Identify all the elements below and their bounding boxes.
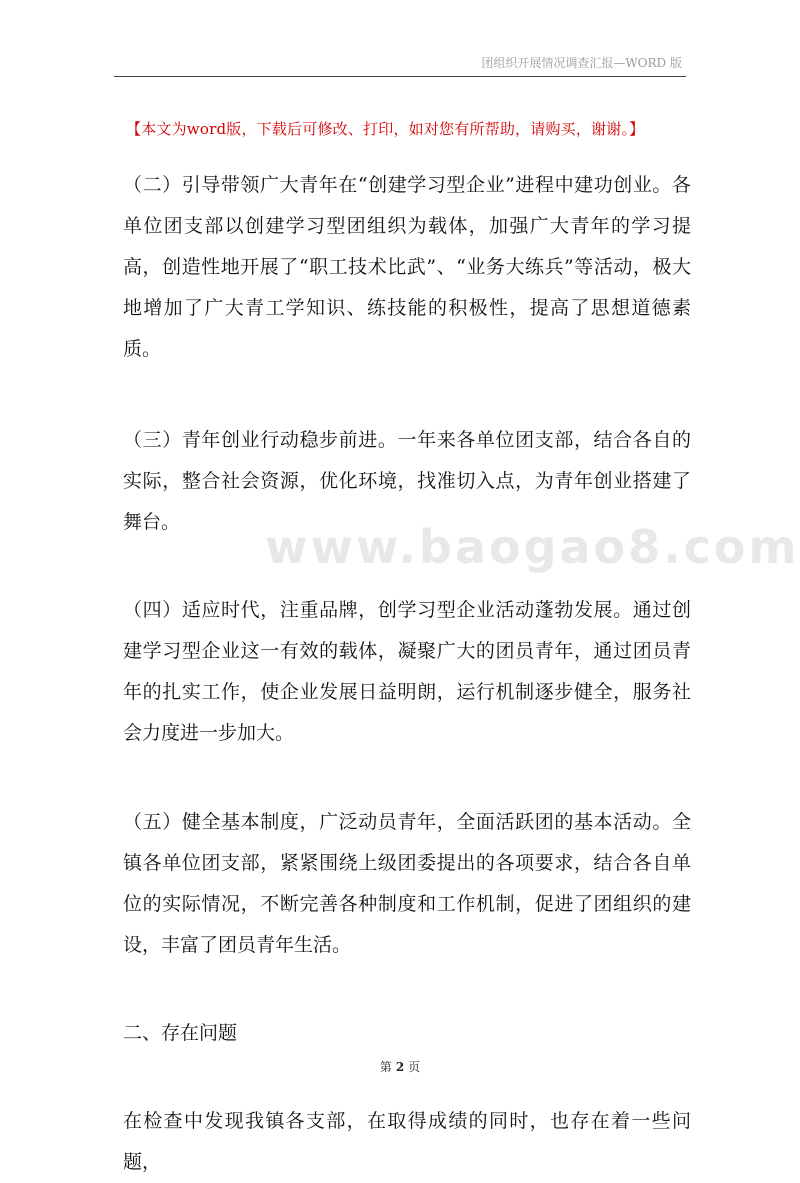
page-number-value: 2	[395, 1060, 405, 1074]
header-title: 团组织开展情况调查汇报—WORD 版	[481, 56, 682, 70]
download-notice: 【本文为word版，下载后可修改、打印，如对您有所帮助，请购买，谢谢。】	[126, 120, 645, 138]
paragraph-three: （三）青年创业行动稳步前进。一年来各单位团支部，结合各自的实际，整合社会资源，优化环境，找准切入点，为青年创业搭建了舞台。	[123, 429, 691, 533]
page-number-suffix: 页	[408, 1060, 421, 1074]
paragraph-four: （四）适应时代，注重品牌，创学习型企业活动蓬勃发展。通过创建学习型企业这一有效的载体，凝聚广大的团员青年，通过团员青年的扎实工作，使企业发展日益明朗，运行机制逐步健全，服务社会力度进一步加大。	[123, 599, 691, 744]
section-heading-problems: 二、存在问题	[123, 1022, 238, 1044]
page-number-prefix: 第	[379, 1060, 392, 1074]
page-header	[114, 0, 686, 77]
paragraph-problems-intro: 在检查中发现我镇各支部，在取得成绩的同时，也存在着一些问题，	[123, 1110, 691, 1173]
paragraph-five: （五）健全基本制度，广泛动员青年，全面活跃团的基本活动。全镇各单位团支部，紧紧围绕上级团委提出的各项要求，结合各自单位的实际情况，不断完善各种制度和工作机制，促进了团组织的建设，丰富了团员青年生活。	[123, 811, 691, 956]
page-number	[0, 1058, 800, 1075]
watermark-text: www.baogao8.com	[265, 520, 800, 574]
paragraph-two: （二）引导带领广大青年在“创建学习型企业”进程中建功创业。各单位团支部以创建学习型团组织为载体，加强广大青年的学习提高，创造性地开展了“职工技术比武”、“业务大练兵”等活动，极大地增加了广大青工学知识、练技能的积极性，提高了思想道德素质。	[123, 174, 691, 360]
document-body	[123, 165, 691, 1183]
